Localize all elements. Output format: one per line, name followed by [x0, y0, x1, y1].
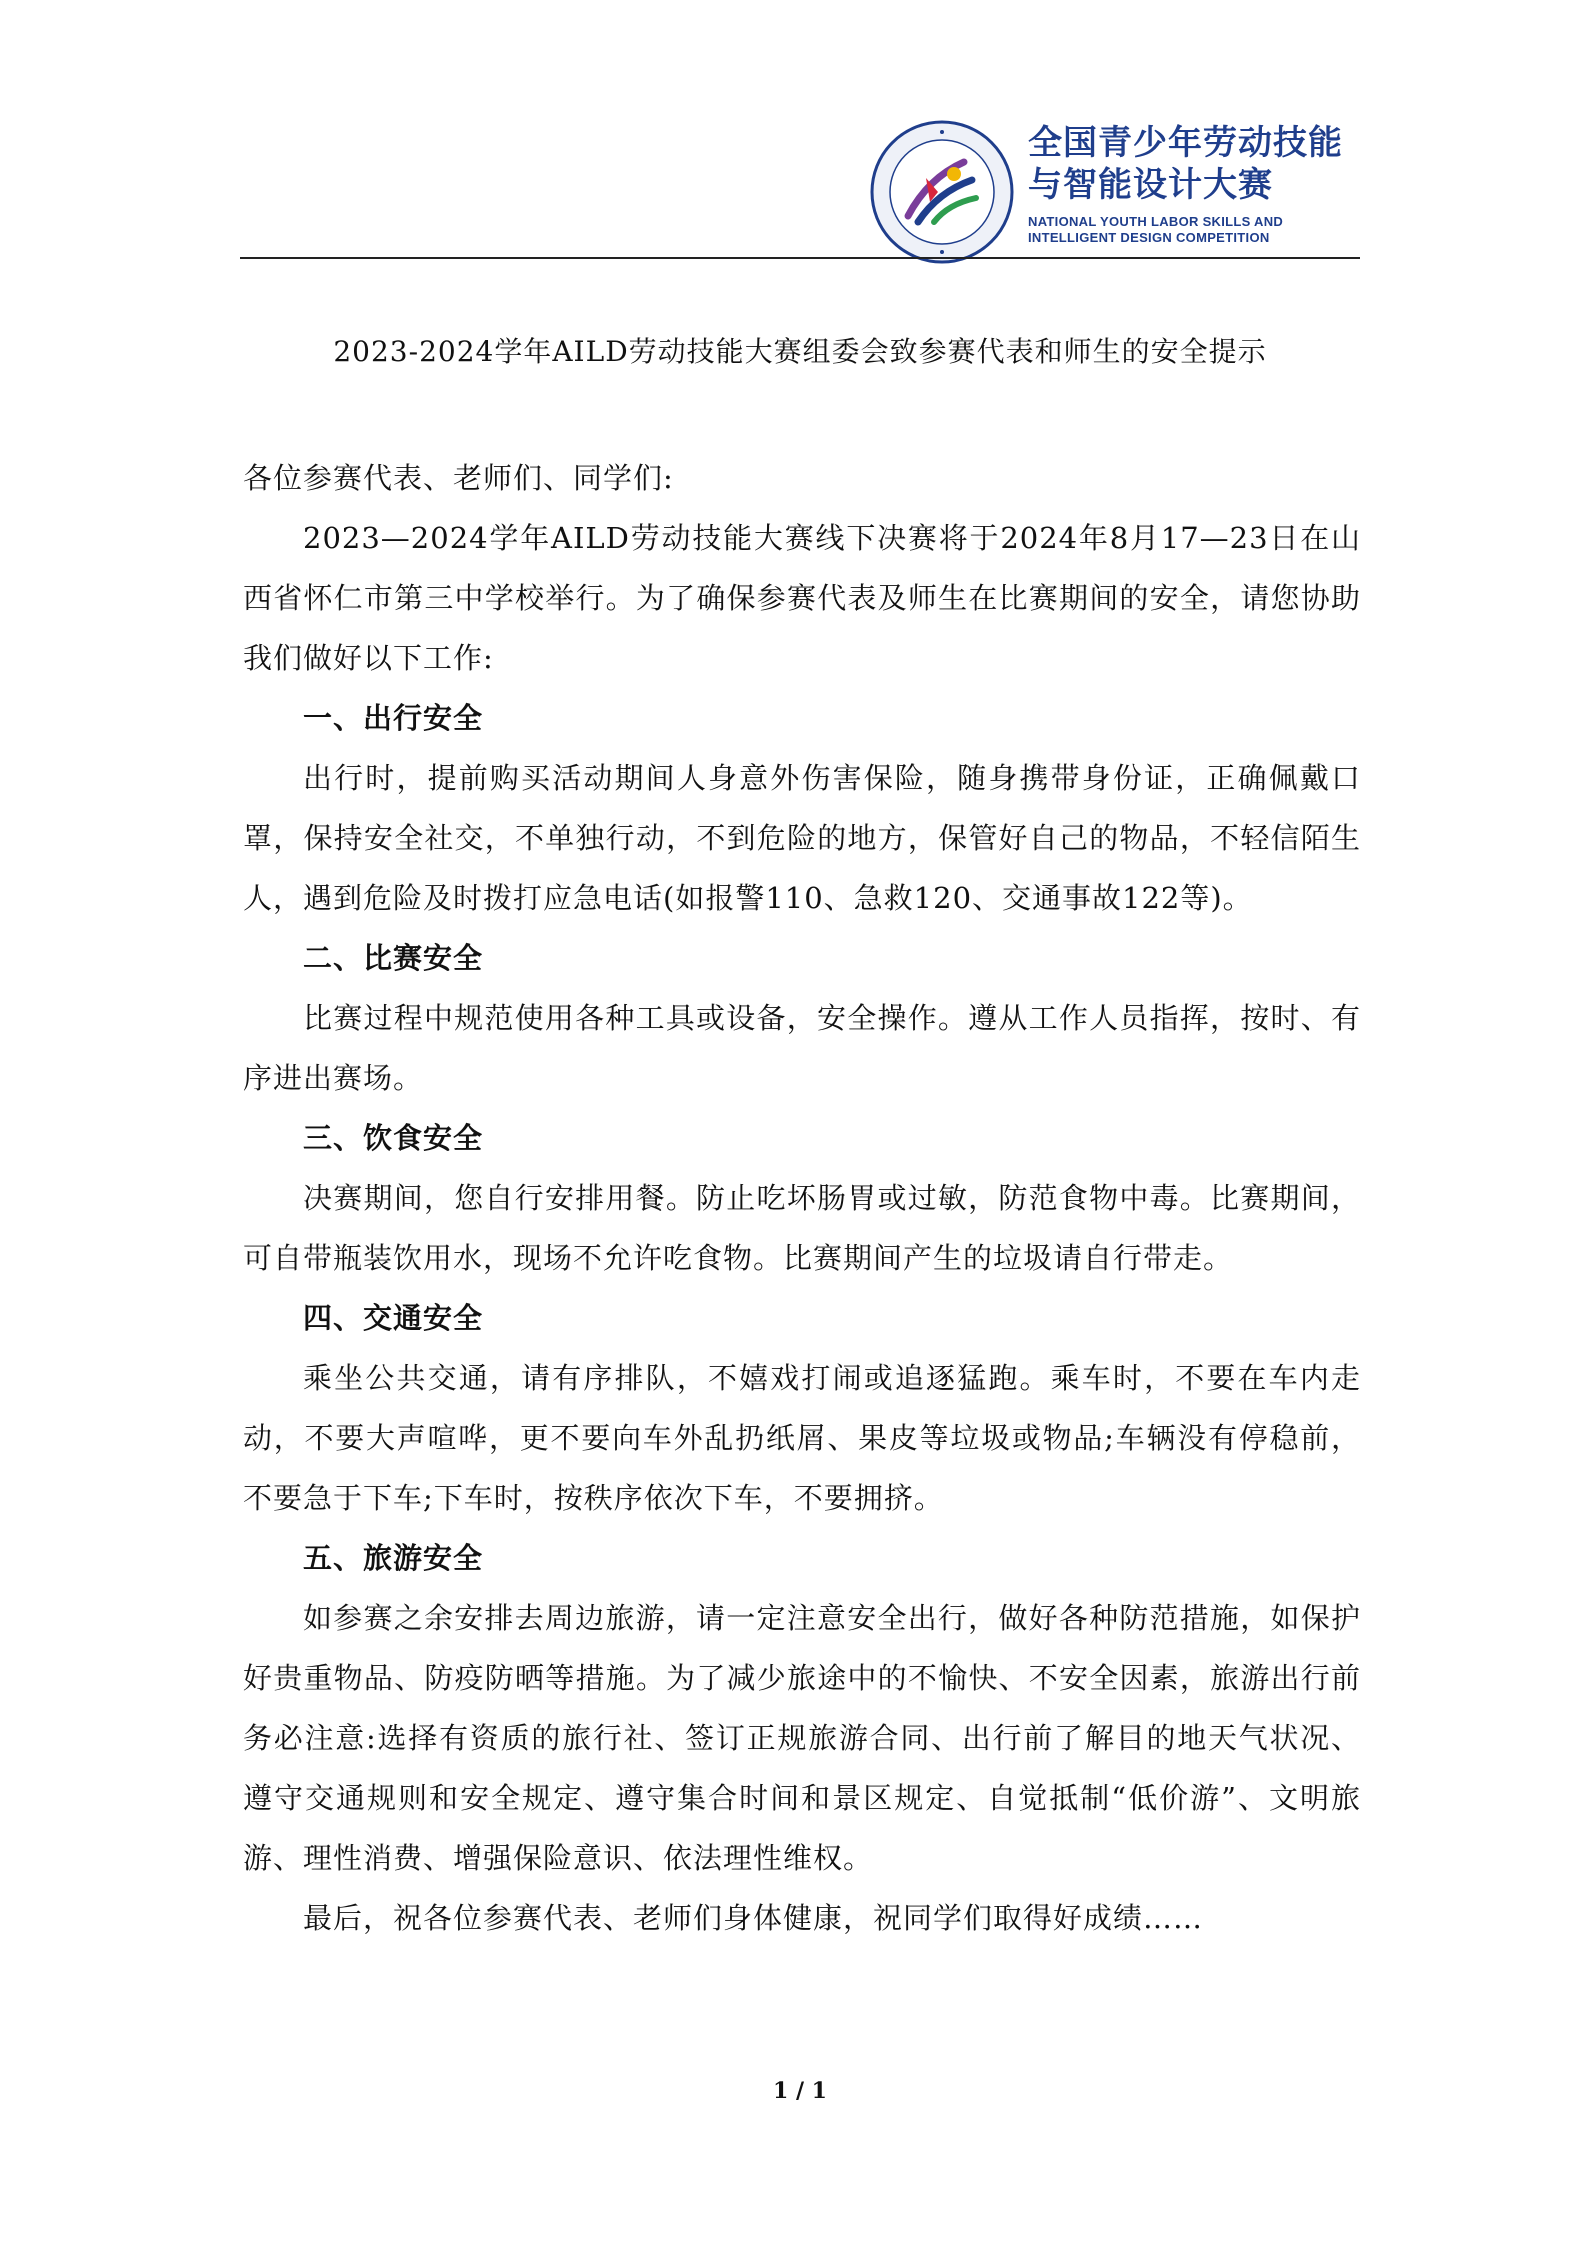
section-body-food: 决赛期间，您自行安排用餐。防止吃坏肠胃或过敏，防范食物中毒。比赛期间，可自带瓶装饮用水，现场不允许吃食物。比赛期间产生的垃圾请自行带走。 — [243, 1181, 1361, 1275]
intro-paragraph: 2023—2024学年AILD劳动技能大赛线下决赛将于2024年8月17—23日在山西省怀仁市第三中学校举行。为了确保参赛代表及师生在比赛期间的安全，请您协助我们做好以下工作: — [243, 521, 1361, 675]
section-heading-travel: 一、出行安全 — [303, 701, 484, 735]
section-heading-tourism: 五、旅游安全 — [303, 1541, 484, 1575]
section-body-competition: 比赛过程中规范使用各种工具或设备，安全操作。遵从工作人员指挥，按时、有序进出赛场。 — [243, 1001, 1361, 1095]
logo-chinese-line-2: 与智能设计大赛 — [1028, 165, 1273, 205]
header-divider — [240, 257, 1360, 259]
section-heading-food: 三、饮食安全 — [303, 1121, 484, 1155]
document-body — [243, 448, 1361, 1948]
page-number: 1 / 1 — [773, 2078, 827, 2104]
section-heading-traffic: 四、交通安全 — [303, 1301, 484, 1335]
logo-english-line-1: NATIONAL YOUTH LABOR SKILLS AND — [1028, 214, 1284, 229]
document-title: 2023-2024学年AILD劳动技能大赛组委会致参赛代表和师生的安全提示 — [333, 335, 1267, 368]
salutation: 各位参赛代表、老师们、同学们: — [243, 461, 674, 495]
logo-english-line-2: INTELLIGENT DESIGN COMPETITION — [1028, 230, 1270, 245]
closing-paragraph: 最后，祝各位参赛代表、老师们身体健康，祝同学们取得好成绩…… — [303, 1901, 1204, 1935]
section-heading-competition: 二、比赛安全 — [303, 941, 484, 975]
section-body-tourism: 如参赛之余安排去周边旅游，请一定注意安全出行，做好各种防范措施，如保护好贵重物品、防疫防晒等措施。为了减少旅途中的不愉快、不安全因素，旅游出行前务必注意:选择有资质的旅行社、签订正规旅游合同、出行前了解目的地天气状况、遵守交通规则和安全规定、遵守集合时间和景区规定、自觉抵制“低价游”、文明旅游、理性消费、增强保险意识、依法理性维权。 — [243, 1601, 1361, 1875]
section-body-travel: 出行时，提前购买活动期间人身意外伤害保险，随身携带身份证，正确佩戴口罩，保持安全社交，不单独行动，不到危险的地方，保管好自己的物品，不轻信陌生人，遇到危险及时拨打应急电话(如报警110、急救120、交通事故122等)。 — [243, 761, 1361, 915]
section-body-traffic: 乘坐公共交通，请有序排队，不嬉戏打闹或追逐猛跑。乘车时，不要在车内走动，不要大声喧哗，更不要向车外乱扔纸屑、果皮等垃圾或物品;车辆没有停稳前，不要急于下车;下车时，按秩序依次下车，不要拥挤。 — [243, 1361, 1361, 1515]
document-header — [240, 110, 1360, 260]
competition-emblem-icon — [868, 118, 1016, 266]
competition-logo-text — [1028, 122, 1368, 246]
logo-chinese-line-1: 全国青少年劳动技能 — [1028, 123, 1343, 163]
